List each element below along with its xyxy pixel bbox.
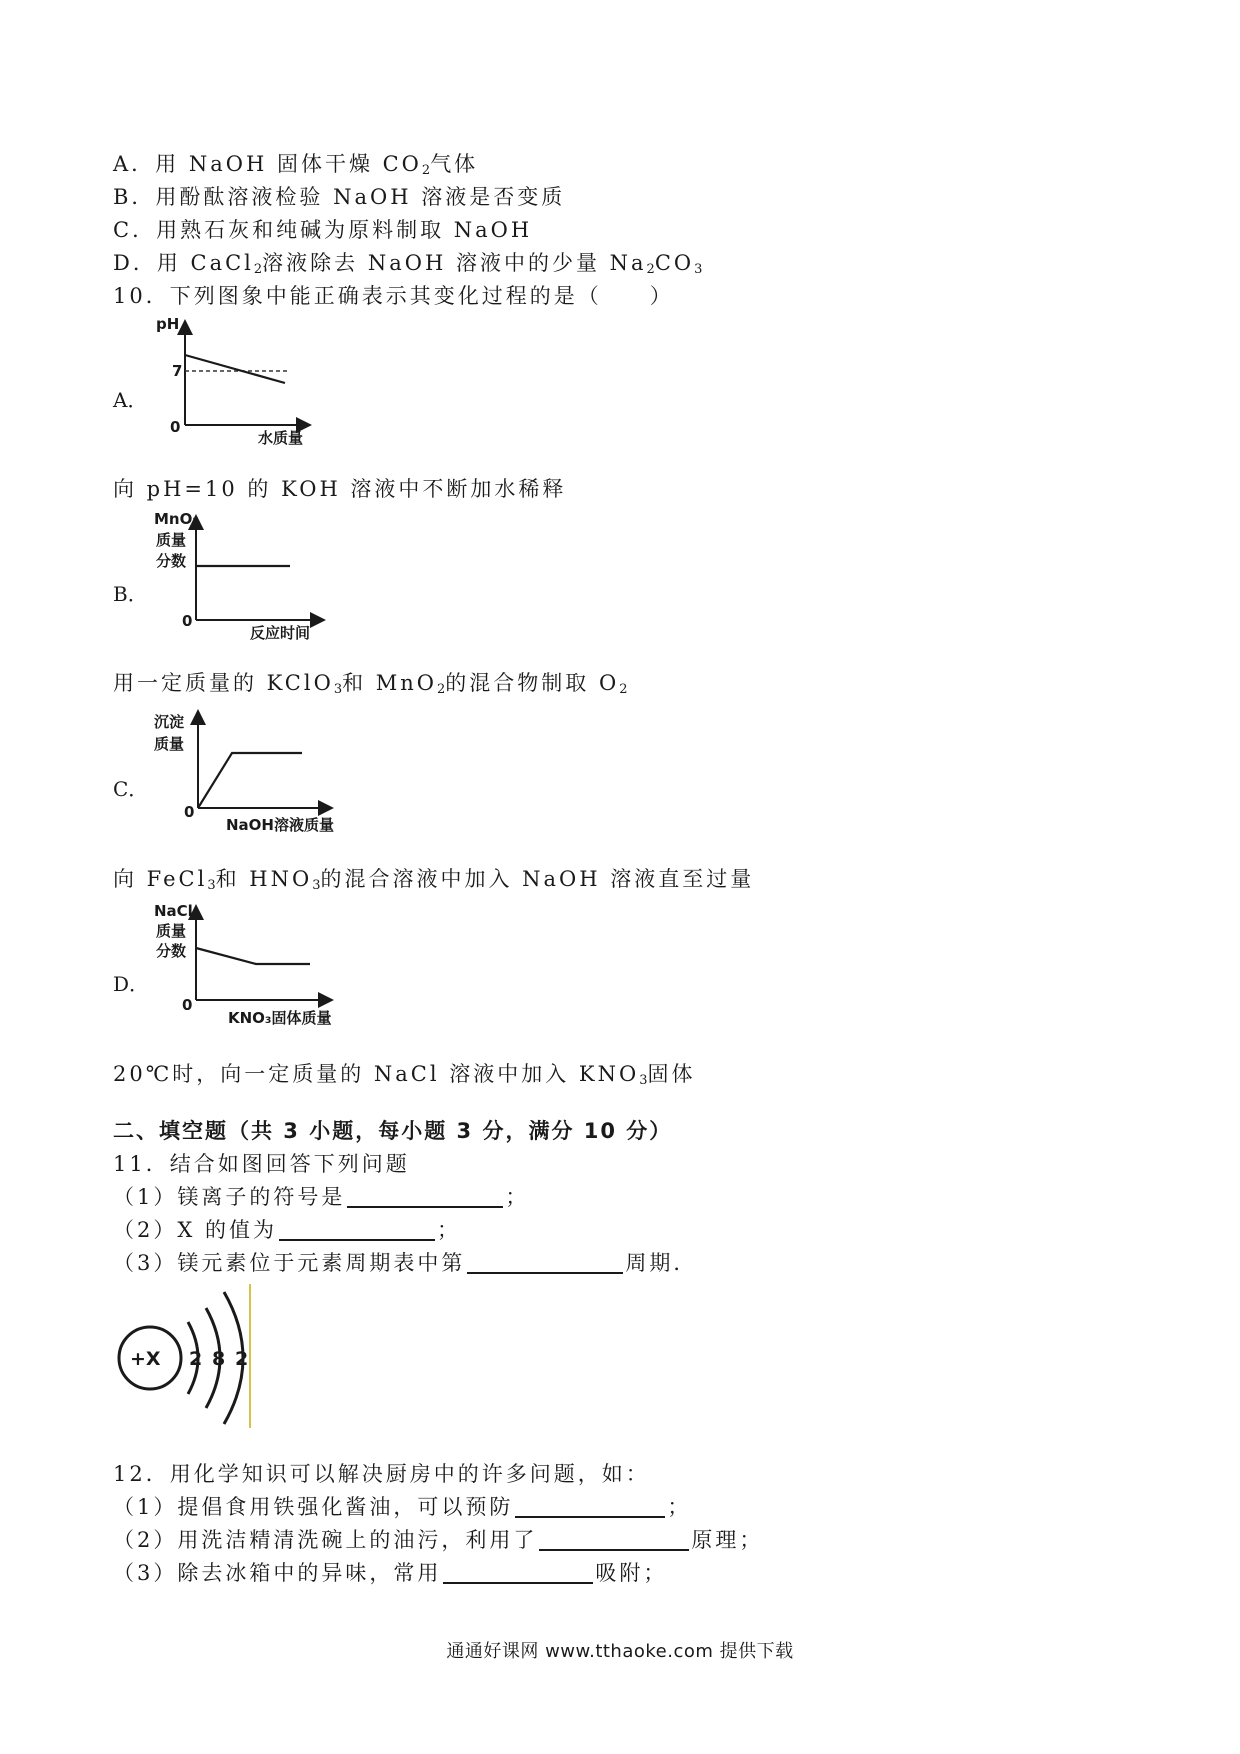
y-axis-label-1: 沉淀 [154, 713, 185, 731]
subscript: 2 [646, 262, 655, 277]
shell-2-electrons: 8 [212, 1348, 226, 1370]
answer-blank[interactable] [515, 1494, 665, 1518]
subscript: 2 [619, 682, 628, 697]
subscript: 3 [312, 878, 321, 893]
subscript: 3 [333, 682, 343, 697]
x-axis-label: KNO₃固体质量 [228, 1009, 332, 1027]
subscript: 2 [253, 262, 263, 277]
q11-part-3-text: （3）镁元素位于元素周期表中第 [113, 1251, 466, 1275]
q11-part-2-end: ； [437, 1218, 461, 1242]
q9-option-c: C．用熟石灰和纯碱为原料制取 NaOH [113, 218, 533, 242]
q10-option-c-label: C． [113, 777, 149, 801]
caption-text: 向 FeCl [113, 867, 208, 891]
series-line [185, 355, 285, 383]
y-axis-label-3: 分数 [156, 552, 187, 570]
q9-option-a-text: A．用 NaOH 固体干燥 CO [113, 152, 422, 176]
caption-text-end: 的混合溶液中加入 NaOH 溶液直至过量 [320, 867, 755, 891]
x-axis-label: NaOH溶液质量 [226, 816, 334, 834]
answer-blank[interactable] [443, 1560, 593, 1584]
q9-option-b: B．用酚酞溶液检验 NaOH 溶液是否变质 [113, 185, 566, 209]
q12-part-1-end: ； [667, 1495, 692, 1519]
q9-option-a [113, 150, 478, 185]
subscript: 2 [437, 682, 446, 697]
nucleus-label: +X [130, 1348, 161, 1370]
shell-1-electrons: 2 [189, 1348, 203, 1370]
magnesium-atom-diagram [108, 1282, 258, 1430]
q10-stem: 10．下列图象中能正确表示其变化过程的是（ ） [113, 284, 674, 308]
subscript: 3 [639, 1073, 648, 1088]
q10-option-d-label: D． [113, 972, 150, 996]
q10-option-b-label: B． [113, 582, 148, 606]
q11-part-1-text: （1）镁离子的符号是 [113, 1185, 346, 1209]
q9-option-d-text-mid: 溶液除去 NaOH 溶液中的少量 Na [262, 251, 647, 275]
q11-part-2 [113, 1216, 461, 1244]
caption-text: 20℃时，向一定质量的 NaCl 溶液中加入 KNO [113, 1062, 640, 1086]
y-axis-label-1: NaCl [154, 902, 193, 920]
q10-option-a-caption: 向 pH=10 的 KOH 溶液中不断加水稀释 [113, 477, 567, 501]
q11-stem: 11．结合如图回答下列问题 [113, 1152, 410, 1176]
q11-part-3 [113, 1249, 697, 1277]
q12-part-3 [113, 1559, 667, 1587]
origin-label: 0 [184, 803, 195, 821]
origin-label: 0 [170, 418, 181, 436]
graph-d [150, 900, 340, 1032]
graph-c [150, 705, 360, 837]
origin-label: 0 [182, 612, 193, 630]
q10-option-a-label: A． [113, 388, 148, 412]
graph-a [150, 315, 320, 447]
answer-blank[interactable] [467, 1250, 623, 1274]
y-axis-label-2: 质量 [156, 922, 187, 940]
q11-part-3-end: 周期． [625, 1251, 698, 1275]
q9-option-d-text: D．用 CaCl [113, 251, 254, 275]
caption-text-end: 固体 [647, 1062, 696, 1086]
page-footer: 通通好课网 www.tthaoke.com 提供下载 [446, 1641, 794, 1662]
q9-option-a-text-end: 气体 [430, 152, 479, 176]
subscript: 3 [207, 878, 216, 893]
answer-blank[interactable] [279, 1217, 435, 1241]
q12-part-2-end: 原理； [691, 1528, 764, 1552]
graph-b [150, 508, 330, 642]
q12-part-3-end: 吸附； [595, 1561, 668, 1585]
x-axis-label: 反应时间 [250, 624, 311, 642]
caption-text: 用一定质量的 KClO [113, 671, 334, 695]
x-axis-label: 水质量 [258, 429, 304, 447]
caption-text-mid: 和 MnO [342, 671, 438, 695]
y-axis-label-2: 质量 [154, 735, 185, 753]
series-line [198, 753, 302, 808]
shell-3-electrons: 2 [235, 1348, 249, 1370]
q12-part-1 [113, 1493, 691, 1521]
answer-blank[interactable] [539, 1527, 689, 1551]
y-axis-label-2: 质量 [156, 531, 187, 549]
y-axis-label-1: MnO₂ [154, 510, 199, 528]
subscript: 2 [421, 163, 431, 178]
q9-option-d [113, 249, 702, 284]
series-line [196, 948, 310, 964]
answer-blank[interactable] [347, 1184, 503, 1208]
caption-text-mid2: 的混合物制取 O [445, 671, 620, 695]
q12-part-3-text: （3）除去冰箱中的异味，常用 [113, 1561, 442, 1585]
q12-part-1-text: （1）提倡食用铁强化酱油，可以预防 [113, 1495, 514, 1519]
q11-part-2-text: （2）X 的值为 [113, 1218, 277, 1242]
q11-part-1-end: ； [505, 1185, 530, 1209]
q12-part-2-text: （2）用洗洁精清洗碗上的油污，利用了 [113, 1528, 538, 1552]
y-axis-label: pH [156, 315, 180, 333]
q10-option-b-caption [113, 669, 627, 704]
y-tick-label: 7 [172, 362, 183, 380]
section-2-heading: 二、填空题（共 3 小题，每小题 3 分，满分 10 分） [113, 1119, 673, 1143]
subscript: 3 [694, 262, 703, 277]
q12-part-2 [113, 1526, 763, 1554]
q9-option-d-text-mid2: CO [654, 251, 695, 275]
q10-option-d-caption [113, 1060, 695, 1095]
y-axis-label-3: 分数 [156, 942, 187, 960]
caption-text-mid: 和 HNO [215, 867, 313, 891]
q11-part-1 [113, 1183, 529, 1211]
q12-stem: 12．用化学知识可以解决厨房中的许多问题，如： [113, 1462, 650, 1486]
origin-label: 0 [182, 996, 193, 1014]
q10-option-c-caption [113, 865, 754, 900]
